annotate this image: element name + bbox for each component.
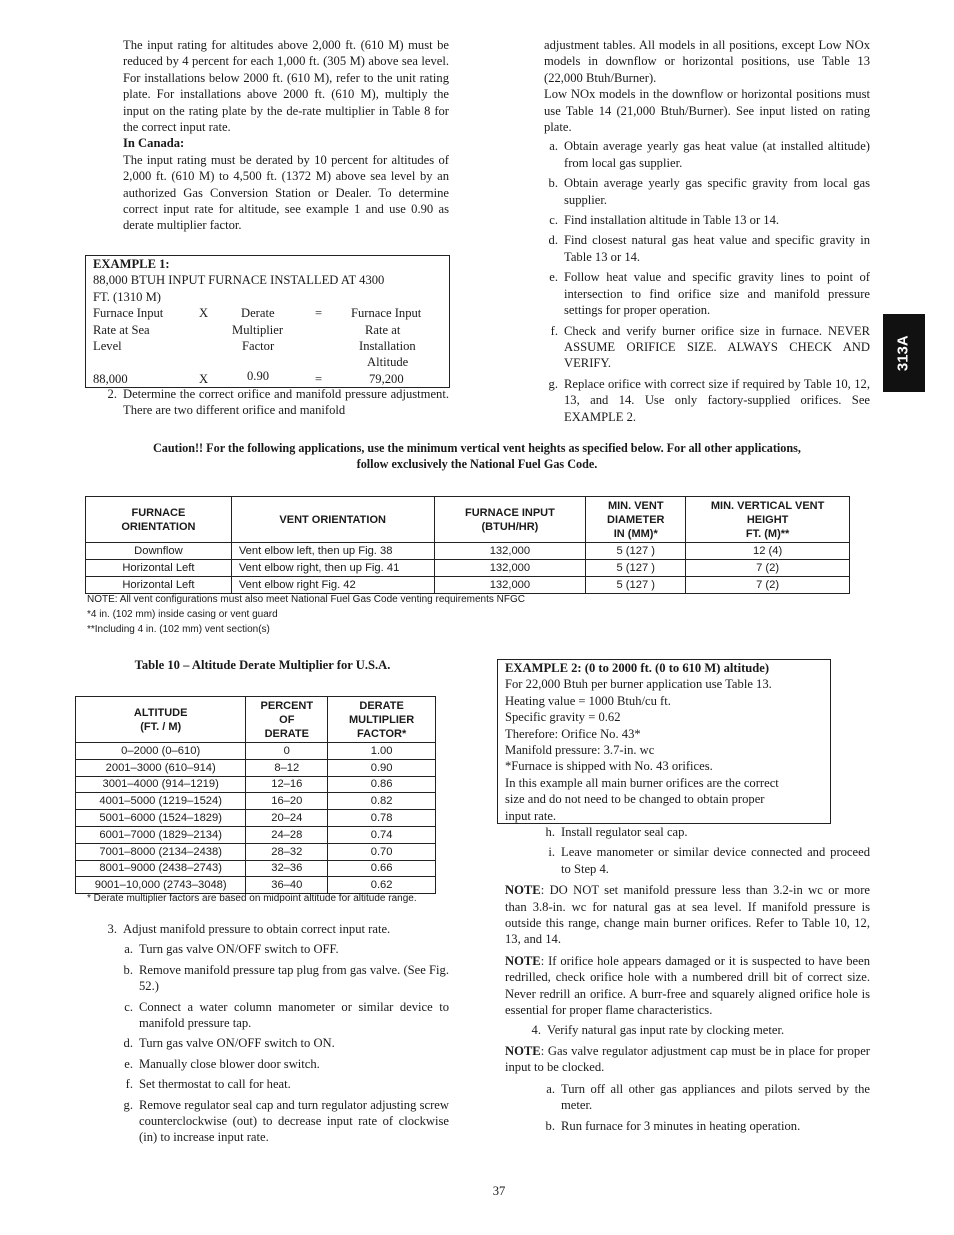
- step-3-substep-4: [119, 1035, 449, 1051]
- substep-text: Install regulator seal cap.: [561, 825, 688, 839]
- altitude-table-cell: 4001–5000 (1219–1524): [76, 793, 246, 810]
- example-2-title: EXAMPLE 2: (0 to 2000 ft. (0 to 610 M) altitude): [505, 661, 770, 675]
- vent-table-row: [86, 543, 850, 560]
- section-side-tab-label: 313A: [894, 335, 912, 371]
- example-2-line: *Furnace is shipped with No. 43 orifices.: [505, 759, 713, 774]
- step-3-substeps: [103, 941, 449, 1145]
- table-10-footnote: * Derate multiplier factors are based on midpoint altitude for altitude range.: [87, 893, 417, 904]
- example-1-result-value: 79,200: [369, 371, 404, 386]
- altitude-intro-paragraph: The input rating for altitudes above 2,000 ft. (610 M) must be reduced by 4 percent for each 1,000 ft. (305 M) above sea level. For installations below 2000 ft. (610 M), refer to the unit rating plate. For installations above 2000 ft. (610 M), multiply the input on the rating plate by the de‑rate multiplier in Table 8 for the correct input rate.: [123, 38, 449, 135]
- altitude-table-cell: 6001–7000 (1829–2134): [76, 826, 246, 843]
- vent-table-header-line: FURNACE: [131, 506, 186, 519]
- orifice-step-text: Obtain average yearly gas heat value (at installed altitude) from local gas supplier.: [564, 139, 870, 170]
- example-1-line-2: FT. (1310 M): [93, 289, 161, 304]
- step-3-substep-2: [119, 962, 449, 995]
- step-3-substep-text: Remove regulator seal cap and turn regulator adjusting screw counterclockwise (out) to decrease input rate of clockwise (in) to increase input rate.: [139, 1097, 449, 1145]
- example-1-value-row: [93, 368, 442, 387]
- vent-table-cell: 5 (127 ): [586, 577, 686, 594]
- step-4-number: 4.: [531, 1023, 541, 1038]
- altitude-table-cell: 8–12: [246, 759, 328, 776]
- altitude-table-cell: 0.82: [328, 793, 436, 810]
- page-number: 37: [492, 1184, 506, 1198]
- vent-table-header-line: FURNACE INPUT: [465, 506, 555, 519]
- orifice-steps-list: [544, 138, 870, 425]
- example-1-h2-col3: Multiplier: [232, 322, 284, 337]
- altitude-table-header-row: [76, 697, 436, 743]
- example-1-header-row-2: [93, 322, 442, 338]
- step-3-substep-marker: e.: [124, 1056, 133, 1071]
- orifice-step-7: [544, 376, 870, 425]
- note-3-text: : Gas valve regulator adjustment cap must be in place for proper input to be clocked.: [505, 1043, 870, 1075]
- altitude-table-cell: 12–16: [246, 776, 328, 793]
- altitude-table-cell: 3001–4000 (914–1219): [76, 776, 246, 793]
- vent-table-cell: Horizontal Left: [86, 560, 232, 577]
- example-1-h2-col5: Rate at: [365, 322, 401, 337]
- altitude-table-row: [76, 877, 436, 894]
- vent-height-table: [85, 496, 850, 594]
- caution-notice: [60, 440, 894, 473]
- orifice-step-marker: d.: [548, 233, 558, 248]
- canada-paragraph: The input rating must be derated by 10 percent for altitudes of 2,000 ft. (610 M) to 4,500 ft. (1372 M) above sea level by an authorized Gas Conversion Station or Dealer. To determine correct input rate for altitude, see example 1 and use 0.90 as derate multiplier factor.: [123, 152, 449, 233]
- altitude-table-cell: 16–20: [246, 793, 328, 810]
- step-4-substep-text: Run furnace for 3 minutes in heating operation.: [561, 1118, 801, 1133]
- vent-table-header-line: (BTUH/HR): [481, 520, 539, 533]
- orifice-step-marker: b.: [548, 176, 558, 191]
- example-2-line: input rate.: [505, 808, 557, 823]
- altitude-table-cell: 0: [246, 743, 328, 760]
- vent-table-header-line: MIN. VERTICAL VENT: [710, 499, 825, 512]
- example-1-h3-col1: Level: [93, 339, 122, 353]
- altitude-table-cell: 0.74: [328, 826, 436, 843]
- example-1-multiplier-value: 0.90: [247, 368, 270, 383]
- vent-table-cell: 5 (127 ): [586, 560, 686, 577]
- note-2-text: : If orifice hole appears damaged or it is suspected to have been redrilled, check orifice hole with a numbered drill bit of correct size. Never redrill an orifice. A burr‑free and squarely aligned orifice hole is essential for proper flame characteristics.: [505, 953, 870, 1018]
- step-3-substep-marker: f.: [125, 1077, 133, 1092]
- example-1-line-1: 88,000 BTUH INPUT FURNACE INSTALLED AT 4300: [93, 273, 385, 288]
- altitude-table-header-2: [246, 697, 328, 743]
- orifice-step-4: [544, 232, 870, 265]
- orifice-step-6: [544, 323, 870, 372]
- step-2-number: 2.: [107, 387, 117, 401]
- example-1-input-value: 88,000: [93, 371, 128, 386]
- altitude-table-row: [76, 810, 436, 827]
- altitude-table-row: [76, 826, 436, 843]
- example-2-line: Therefore: Orifice No. 43*: [505, 726, 641, 741]
- orifice-step-text: Replace orifice with correct size if required by Table 10, 12, 13, and 14. Use only factory‑supplied orifices. See EXAMPLE 2.: [564, 376, 870, 424]
- orifice-step-text: Find closest natural gas heat value and specific gravity in Table 13 or 14.: [564, 233, 870, 264]
- example-1-header-row-1: [93, 305, 442, 321]
- note-2-label: NOTE: [505, 953, 541, 968]
- step-3-number: 3.: [107, 922, 117, 936]
- step-3-substep-text: Remove manifold pressure tap plug from gas valve. (See Fig. 52.): [139, 962, 449, 994]
- example-1-times-sign: X: [199, 371, 209, 386]
- vent-table-header-2: [231, 497, 434, 543]
- substep-2: [541, 844, 870, 877]
- step-3-substep-5: [119, 1056, 449, 1072]
- altitude-table-cell: 5001–6000 (1524–1829): [76, 810, 246, 827]
- example-2-line: For 22,000 Btuh per burner application use Table 13.: [505, 677, 772, 692]
- table-10-title: Table 10 – Altitude Derate Multiplier for U.S.A.: [134, 658, 391, 672]
- right-column-top: [544, 37, 870, 429]
- example-1-h1-col4: =: [315, 306, 323, 321]
- orifice-step-5: [544, 269, 870, 318]
- orifice-step-text: Find installation altitude in Table 13 or 14.: [564, 213, 780, 228]
- step-2-text: Determine the correct orifice and manifold pressure adjustment. There are two different orifice and manifold: [123, 387, 449, 418]
- substep-marker: h.: [545, 825, 555, 839]
- vent-table-header-4: [586, 497, 686, 543]
- step-4-substep-marker: b.: [545, 1118, 555, 1133]
- step-3-substep-text: Turn gas valve ON/OFF switch to OFF.: [139, 942, 339, 957]
- step-3-heading: [103, 921, 449, 937]
- altitude-table-row: [76, 743, 436, 760]
- example-2-line: Heating value = 1000 Btuh/cu ft.: [505, 693, 671, 708]
- altitude-table-cell: 32–36: [246, 860, 328, 877]
- orifice-step-text: Check and verify burner orifice size in furnace. NEVER ASSUME ORIFICE SIZE. ALWAYS CHECK AND VERIFY.: [564, 323, 870, 371]
- vent-table-row: [86, 577, 850, 594]
- example-1-h1-col5: Furnace Input: [351, 306, 422, 321]
- example-2-line: size and do not need to be changed to obtain proper: [505, 792, 765, 807]
- left-column-top: [123, 37, 449, 234]
- example-1-h4-col5: Altitude: [367, 355, 409, 370]
- step-3-substep-marker: d.: [123, 1036, 133, 1051]
- example-1-box: [85, 255, 450, 388]
- altitude-table-row: [76, 776, 436, 793]
- section-side-tab: [883, 314, 925, 392]
- vent-table-cell: 7 (2): [686, 560, 850, 577]
- orifice-step-2: [544, 175, 870, 208]
- example-2-line: In this example all main burner orifices are the correct: [505, 775, 779, 790]
- vent-table-cell: 12 (4): [686, 543, 850, 560]
- altitude-table-cell: 7001–8000 (2134–2438): [76, 843, 246, 860]
- step-3: [103, 921, 449, 1150]
- example-1-h1-col3: Derate: [241, 306, 275, 321]
- example-1-h3-col3: Factor: [242, 339, 275, 353]
- substeps-h-i: [505, 824, 870, 877]
- altitude-table-header-line: FACTOR*: [356, 727, 407, 740]
- example-1-equals-sign: =: [315, 371, 323, 386]
- altitude-table-cell: 2001–3000 (610–914): [76, 759, 246, 776]
- example-2-line: Manifold pressure: 3.7‑in. wc: [505, 743, 655, 758]
- altitude-table-header-line: MULTIPLIER: [349, 713, 415, 726]
- vent-table-cell: Vent elbow right, then up Fig. 41: [231, 560, 434, 577]
- step-3-substep-marker: c.: [124, 999, 133, 1014]
- altitude-table-cell: 1.00: [328, 743, 436, 760]
- vent-table-header-line: FT. (M)**: [745, 527, 790, 540]
- step-3-substep-text: Set thermostat to call for heat.: [139, 1077, 291, 1092]
- vent-table-header-line: VENT ORIENTATION: [279, 513, 386, 526]
- altitude-table-cell: 0.78: [328, 810, 436, 827]
- vent-table-cell: Vent elbow right Fig. 42: [231, 577, 434, 594]
- altitude-table-cell: 0.86: [328, 776, 436, 793]
- vent-table-header-line: DIAMETER: [607, 513, 665, 526]
- vent-table-cell: 132,000: [434, 560, 586, 577]
- example-1-h1-col1: Furnace Input: [93, 306, 164, 321]
- altitude-table-cell: 0.62: [328, 877, 436, 894]
- vent-table-row: [86, 560, 850, 577]
- step-4-substep-1: [541, 1081, 870, 1114]
- altitude-table-row: [76, 843, 436, 860]
- vent-table-header-line: MIN. VENT: [607, 499, 664, 512]
- step-3-substep-marker: a.: [124, 942, 133, 957]
- note-regulator-cap: [505, 1043, 870, 1076]
- step-3-substep-marker: g.: [123, 1097, 133, 1112]
- altitude-table-cell: 8001–9000 (2438–2743): [76, 860, 246, 877]
- orifice-step-marker: g.: [548, 376, 558, 391]
- altitude-table-row: [76, 793, 436, 810]
- vent-table-header-line: HEIGHT: [746, 513, 789, 526]
- altitude-table-cell: 24–28: [246, 826, 328, 843]
- step-4-substep-text: Turn off all other gas appliances and pilots served by the meter.: [561, 1081, 870, 1113]
- note-1-label: NOTE: [505, 883, 541, 898]
- altitude-table-cell: 0–2000 (0–610): [76, 743, 246, 760]
- step-4: [527, 1022, 870, 1038]
- altitude-table-cell: 20–24: [246, 810, 328, 827]
- altitude-table-cell: 0.70: [328, 843, 436, 860]
- step-4-substep-2: [541, 1118, 870, 1134]
- altitude-table-cell: 28–32: [246, 843, 328, 860]
- altitude-table-row: [76, 860, 436, 877]
- step-3-text: Adjust manifold pressure to obtain correct input rate.: [123, 922, 391, 936]
- orifice-step-text: Follow heat value and specific gravity lines to point of intersection to find orifice size and manifold pressure settings for proper operation.: [564, 270, 870, 318]
- canada-heading: In Canada:: [123, 136, 185, 151]
- orifice-step-marker: e.: [549, 270, 558, 285]
- step-3-substep-7: [119, 1097, 449, 1146]
- vent-table-header-5: [686, 497, 850, 543]
- orifice-step-marker: c.: [549, 213, 558, 228]
- altitude-table-header-1: [76, 697, 246, 743]
- orifice-step-marker: a.: [549, 139, 558, 154]
- altitude-table-header-line: ALTITUDE: [133, 706, 188, 719]
- vent-table-header-line: ORIENTATION: [121, 520, 196, 533]
- altitude-table-header-line: (FT. / M): [140, 720, 182, 733]
- substep-text: Leave manometer or similar device connected and proceed to Step 4.: [561, 845, 870, 876]
- step-3-substep-text: Manually close blower door switch.: [139, 1056, 320, 1071]
- vent-table-header-1: [86, 497, 232, 543]
- step-4-substep-marker: a.: [546, 1081, 555, 1096]
- substep-1: [541, 824, 870, 840]
- altitude-table-header-line: PERCENT: [260, 699, 314, 712]
- step-3-substep-1: [119, 941, 449, 957]
- vent-note-casing: *4 in. (102 mm) inside casing or vent guard: [87, 609, 278, 620]
- step-3-substep-text: Connect a water column manometer or similar device to manifold pressure tap.: [139, 999, 449, 1031]
- altitude-table-cell: 36–40: [246, 877, 328, 894]
- vent-table-notes: [87, 592, 787, 637]
- orifice-step-3: [544, 212, 870, 228]
- step-3-substep-marker: b.: [123, 962, 133, 977]
- adjustment-tables-paragraph: adjustment tables. All models in all positions, except Low NOx models in downflow or horizontal positions, use Table 13 (22,000 Btuh/Burner).: [544, 38, 870, 85]
- note-1-text: : DO NOT set manifold pressure less than 3.2‑in wc or more than 3.8‑in. wc for natural gas at sea level. If manifold pressure is outside this range, change main burner orifices. Refer to Table 10, 12, 13, and 14.: [505, 883, 870, 947]
- example-1-header-row-3: [93, 338, 442, 354]
- note-manifold-pressure: [505, 882, 870, 948]
- altitude-derate-table: [75, 696, 436, 894]
- altitude-table-cell: 0.90: [328, 759, 436, 776]
- right-column-lower: [505, 824, 870, 1138]
- vent-table-cell: Vent elbow left, then up Fig. 38: [231, 543, 434, 560]
- note-orifice-damage: [505, 953, 870, 1019]
- orifice-step-marker: f.: [550, 323, 558, 338]
- step-3-substep-text: Turn gas valve ON/OFF switch to ON.: [139, 1036, 335, 1051]
- vent-table-header-row: [86, 497, 850, 543]
- altitude-table-header-3: [328, 697, 436, 743]
- vent-table-cell: 132,000: [434, 543, 586, 560]
- example-2-box: [497, 659, 831, 824]
- vent-table-cell: 132,000: [434, 577, 586, 594]
- example-2-lines: [505, 676, 823, 824]
- vent-table-cell: Horizontal Left: [86, 577, 232, 594]
- vent-table-header-3: [434, 497, 586, 543]
- vent-table-cell: Downflow: [86, 543, 232, 560]
- altitude-table-header-line: OF: [279, 713, 295, 726]
- altitude-table-row: [76, 759, 436, 776]
- caution-line-1: Caution!! For the following applications, use the minimum vertical vent heights as specified below. For all other applications,: [153, 441, 801, 455]
- step-2: [103, 386, 449, 419]
- note-3-label: NOTE: [505, 1043, 541, 1058]
- low-nox-paragraph: Low NOx models in the downflow or horizontal positions must use Table 14 (21,000 Btuh/Burner). See input listed on rating plate.: [544, 87, 870, 135]
- vent-table-cell: 7 (2): [686, 577, 850, 594]
- example-1-title: EXAMPLE 1:: [93, 257, 170, 271]
- vent-table-cell: 5 (127 ): [586, 543, 686, 560]
- orifice-step-1: [544, 138, 870, 171]
- orifice-step-text: Obtain average yearly gas specific gravity from local gas supplier.: [564, 176, 870, 207]
- example-2-line: Specific gravity = 0.62: [505, 710, 621, 725]
- vent-table-header-line: IN (MM)*: [613, 527, 658, 540]
- step-4-text: Verify natural gas input rate by clocking meter.: [547, 1023, 785, 1038]
- step-3-substep-3: [119, 999, 449, 1032]
- altitude-table-header-line: DERATE: [359, 699, 404, 712]
- step-4-substeps: [505, 1081, 870, 1134]
- step-3-substep-6: [119, 1076, 449, 1092]
- altitude-table-cell: 0.66: [328, 860, 436, 877]
- vent-note-nfgc: NOTE: All vent configurations must also meet National Fuel Gas Code venting requirements NFGC: [87, 594, 525, 605]
- substep-marker: i.: [548, 845, 555, 860]
- example-1-h3-col5: Installation: [359, 339, 416, 353]
- vent-note-section: **Including 4 in. (102 mm) vent section(s): [87, 624, 270, 635]
- altitude-table-cell: 9001–10,000 (2743–3048): [76, 877, 246, 894]
- example-1-h2-col1: Rate at Sea: [93, 322, 150, 337]
- example-1-h1-col2: X: [199, 306, 209, 321]
- altitude-table-header-line: DERATE: [264, 727, 309, 740]
- caution-line-2: follow exclusively the National Fuel Gas Code.: [356, 457, 598, 472]
